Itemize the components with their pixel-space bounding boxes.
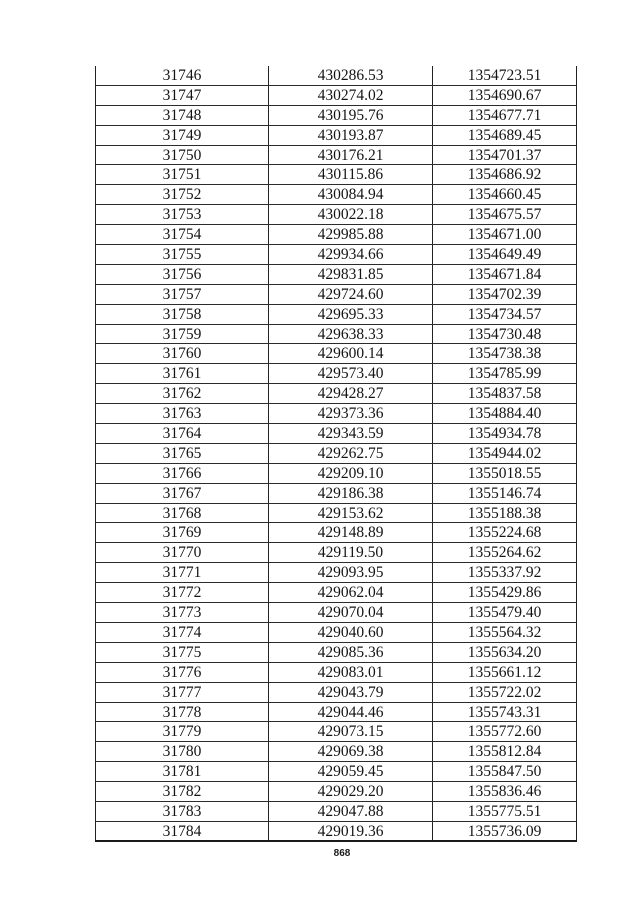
table-row	[95, 484, 577, 504]
point-id-cell: 31769	[95, 523, 268, 542]
point-id-cell: 31752	[95, 185, 268, 204]
x-coordinate-cell: 429047.88	[268, 802, 432, 821]
table-row	[95, 683, 577, 703]
y-coordinate-cell: 1355224.68	[432, 523, 577, 542]
y-coordinate-cell: 1354671.84	[432, 265, 577, 284]
coordinate-table	[95, 66, 577, 842]
table-row	[95, 703, 577, 723]
point-id-cell: 31768	[95, 504, 268, 523]
table-row	[95, 86, 577, 106]
table-row	[95, 66, 577, 86]
y-coordinate-cell: 1354701.37	[432, 146, 577, 165]
y-coordinate-cell: 1354686.92	[432, 165, 577, 184]
x-coordinate-cell: 429209.10	[268, 464, 432, 483]
x-coordinate-cell: 429019.36	[268, 822, 432, 840]
table-row	[95, 126, 577, 146]
x-coordinate-cell: 430022.18	[268, 205, 432, 224]
point-id-cell: 31765	[95, 444, 268, 463]
y-coordinate-cell: 1355564.32	[432, 623, 577, 642]
y-coordinate-cell: 1355634.20	[432, 643, 577, 662]
point-id-cell: 31775	[95, 643, 268, 662]
point-id-cell: 31756	[95, 265, 268, 284]
y-coordinate-cell: 1354702.39	[432, 285, 577, 304]
table-row	[95, 165, 577, 185]
point-id-cell: 31746	[95, 66, 268, 85]
x-coordinate-cell: 429148.89	[268, 523, 432, 542]
table-row	[95, 225, 577, 245]
table-row	[95, 643, 577, 663]
y-coordinate-cell: 1354837.58	[432, 384, 577, 403]
x-coordinate-cell: 429085.36	[268, 643, 432, 662]
x-coordinate-cell: 430115.86	[268, 165, 432, 184]
y-coordinate-cell: 1354734.57	[432, 305, 577, 324]
y-coordinate-cell: 1355772.60	[432, 722, 577, 741]
table-row	[95, 543, 577, 563]
point-id-cell: 31783	[95, 802, 268, 821]
y-coordinate-cell: 1354660.45	[432, 185, 577, 204]
point-id-cell: 31761	[95, 364, 268, 383]
table-row	[95, 106, 577, 126]
point-id-cell: 31748	[95, 106, 268, 125]
x-coordinate-cell: 429069.38	[268, 742, 432, 761]
x-coordinate-cell: 430286.53	[268, 66, 432, 85]
x-coordinate-cell: 429044.46	[268, 703, 432, 722]
table-row	[95, 603, 577, 623]
y-coordinate-cell: 1355722.02	[432, 683, 577, 702]
x-coordinate-cell: 429573.40	[268, 364, 432, 383]
y-coordinate-cell: 1354884.40	[432, 404, 577, 423]
y-coordinate-cell: 1355775.51	[432, 802, 577, 821]
y-coordinate-cell: 1355337.92	[432, 563, 577, 582]
x-coordinate-cell: 430193.87	[268, 126, 432, 145]
y-coordinate-cell: 1354677.71	[432, 106, 577, 125]
table-row	[95, 623, 577, 643]
point-id-cell: 31773	[95, 603, 268, 622]
point-id-cell: 31758	[95, 305, 268, 324]
point-id-cell: 31751	[95, 165, 268, 184]
point-id-cell: 31776	[95, 663, 268, 682]
point-id-cell: 31762	[95, 384, 268, 403]
table-row	[95, 344, 577, 364]
x-coordinate-cell: 429343.59	[268, 424, 432, 443]
y-coordinate-cell: 1354689.45	[432, 126, 577, 145]
point-id-cell: 31747	[95, 86, 268, 105]
y-coordinate-cell: 1355847.50	[432, 762, 577, 781]
point-id-cell: 31763	[95, 404, 268, 423]
point-id-cell: 31780	[95, 742, 268, 761]
y-coordinate-cell: 1355188.38	[432, 504, 577, 523]
y-coordinate-cell: 1355429.86	[432, 583, 577, 602]
y-coordinate-cell: 1355264.62	[432, 543, 577, 562]
table-row	[95, 444, 577, 464]
table-row	[95, 185, 577, 205]
table-row	[95, 364, 577, 384]
y-coordinate-cell: 1355661.12	[432, 663, 577, 682]
x-coordinate-cell: 429153.62	[268, 504, 432, 523]
x-coordinate-cell: 429119.50	[268, 543, 432, 562]
point-id-cell: 31764	[95, 424, 268, 443]
y-coordinate-cell: 1355743.31	[432, 703, 577, 722]
x-coordinate-cell: 429934.66	[268, 245, 432, 264]
point-id-cell: 31750	[95, 146, 268, 165]
table-row	[95, 325, 577, 345]
point-id-cell: 31781	[95, 762, 268, 781]
table-row	[95, 523, 577, 543]
x-coordinate-cell: 430195.76	[268, 106, 432, 125]
y-coordinate-cell: 1355736.09	[432, 822, 577, 840]
point-id-cell: 31782	[95, 782, 268, 801]
table-row	[95, 146, 577, 166]
x-coordinate-cell: 429373.36	[268, 404, 432, 423]
point-id-cell: 31760	[95, 344, 268, 363]
y-coordinate-cell: 1355836.46	[432, 782, 577, 801]
x-coordinate-cell: 430176.21	[268, 146, 432, 165]
point-id-cell: 31779	[95, 722, 268, 741]
table-row	[95, 802, 577, 822]
x-coordinate-cell: 429073.15	[268, 722, 432, 741]
point-id-cell: 31766	[95, 464, 268, 483]
table-row	[95, 404, 577, 424]
x-coordinate-cell: 429040.60	[268, 623, 432, 642]
point-id-cell: 31778	[95, 703, 268, 722]
point-id-cell: 31757	[95, 285, 268, 304]
y-coordinate-cell: 1354675.57	[432, 205, 577, 224]
y-coordinate-cell: 1354944.02	[432, 444, 577, 463]
point-id-cell: 31755	[95, 245, 268, 264]
point-id-cell: 31771	[95, 563, 268, 582]
x-coordinate-cell: 429093.95	[268, 563, 432, 582]
x-coordinate-cell: 430084.94	[268, 185, 432, 204]
y-coordinate-cell: 1355479.40	[432, 603, 577, 622]
table-row	[95, 663, 577, 683]
table-row	[95, 563, 577, 583]
x-coordinate-cell: 429029.20	[268, 782, 432, 801]
table-row	[95, 504, 577, 524]
table-row	[95, 722, 577, 742]
point-id-cell: 31774	[95, 623, 268, 642]
x-coordinate-cell: 429695.33	[268, 305, 432, 324]
y-coordinate-cell: 1354649.49	[432, 245, 577, 264]
x-coordinate-cell: 429083.01	[268, 663, 432, 682]
point-id-cell: 31753	[95, 205, 268, 224]
table-row	[95, 822, 577, 842]
table-row	[95, 464, 577, 484]
table-row	[95, 384, 577, 404]
y-coordinate-cell: 1355146.74	[432, 484, 577, 503]
x-coordinate-cell: 429428.27	[268, 384, 432, 403]
y-coordinate-cell: 1355812.84	[432, 742, 577, 761]
point-id-cell: 31784	[95, 822, 268, 840]
y-coordinate-cell: 1354723.51	[432, 66, 577, 85]
table-row	[95, 762, 577, 782]
point-id-cell: 31772	[95, 583, 268, 602]
point-id-cell: 31754	[95, 225, 268, 244]
table-row	[95, 205, 577, 225]
table-row	[95, 305, 577, 325]
y-coordinate-cell: 1355018.55	[432, 464, 577, 483]
table-row	[95, 583, 577, 603]
y-coordinate-cell: 1354690.67	[432, 86, 577, 105]
x-coordinate-cell: 429043.79	[268, 683, 432, 702]
x-coordinate-cell: 429985.88	[268, 225, 432, 244]
x-coordinate-cell: 429831.85	[268, 265, 432, 284]
table-row	[95, 265, 577, 285]
table-row	[95, 285, 577, 305]
table-row	[95, 245, 577, 265]
table-row	[95, 424, 577, 444]
point-id-cell: 31767	[95, 484, 268, 503]
x-coordinate-cell: 429724.60	[268, 285, 432, 304]
point-id-cell: 31749	[95, 126, 268, 145]
y-coordinate-cell: 1354934.78	[432, 424, 577, 443]
x-coordinate-cell: 430274.02	[268, 86, 432, 105]
table-row	[95, 742, 577, 762]
y-coordinate-cell: 1354785.99	[432, 364, 577, 383]
x-coordinate-cell: 429062.04	[268, 583, 432, 602]
y-coordinate-cell: 1354738.38	[432, 344, 577, 363]
x-coordinate-cell: 429059.45	[268, 762, 432, 781]
point-id-cell: 31770	[95, 543, 268, 562]
x-coordinate-cell: 429600.14	[268, 344, 432, 363]
point-id-cell: 31777	[95, 683, 268, 702]
x-coordinate-cell: 429070.04	[268, 603, 432, 622]
point-id-cell: 31759	[95, 325, 268, 344]
x-coordinate-cell: 429186.38	[268, 484, 432, 503]
y-coordinate-cell: 1354730.48	[432, 325, 577, 344]
page-number: 868	[333, 848, 351, 859]
x-coordinate-cell: 429262.75	[268, 444, 432, 463]
y-coordinate-cell: 1354671.00	[432, 225, 577, 244]
table-row	[95, 782, 577, 802]
x-coordinate-cell: 429638.33	[268, 325, 432, 344]
